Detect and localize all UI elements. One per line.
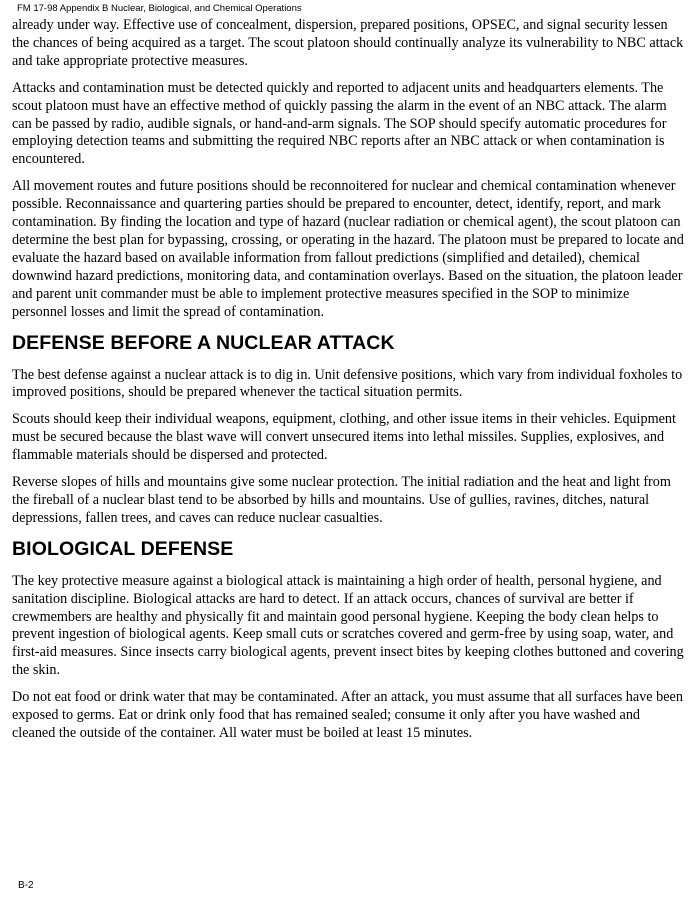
nuclear-defense-heading: DEFENSE BEFORE A NUCLEAR ATTACK bbox=[12, 331, 395, 354]
nuclear-paragraph-3: Reverse slopes of hills and mountains give some nuclear protection. The initial radiation and the heat and light from the fireball of a nuclear blast tend to be absorbed by hills and mountains. Use of gullies, ravines, ditches, natural depressions, fallen trees, and caves can reduce nuclear casualties. bbox=[12, 474, 671, 526]
nuclear-paragraph-1: The best defense against a nuclear attack is to dig in. Unit defensive positions, which vary from individual foxholes to improved positions, should be prepared whenever the tactical situation permits. bbox=[12, 366, 683, 401]
intro-paragraph-1: already under way. Effective use of concealment, dispersion, prepared positions, OPSEC, and signal security lessen the chances of being acquired as a target. The scout platoon should continually analyze its vulnerability to NBC attack and take appropriate protective measures. bbox=[12, 17, 684, 69]
page-number: B-2 bbox=[18, 880, 34, 891]
intro-paragraph-2: Attacks and contamination must be detected quickly and reported to adjacent units and headquarters elements. The scout platoon must have an effective method of quickly passing the alarm in the event of an NBC attack. The alarm can be passed by radio, audible signals, or hand-and-arm signals. The SOP should specify automatic procedures for employing detection teams and submitting the required NBC reports after an NBC attack or when contamination is encountered. bbox=[12, 79, 667, 168]
running-header: FM 17-98 Appendix B Nuclear, Biological, and Chemical Operations bbox=[17, 3, 302, 14]
biological-defense-heading: BIOLOGICAL DEFENSE bbox=[12, 537, 234, 560]
intro-paragraph-3: All movement routes and future positions should be reconnoitered for nuclear and chemical contamination whenever possible. Reconnaissance and quartering parties should be prepared to encounter, detect, identify, report, and mark contamination. By finding the location and type of hazard (nuclear radiation or chemical agent), the scout platoon can determine the best plan for bypassing, crossing, or operating in the hazard. The platoon must be prepared to locate and evaluate the hazard based on available information from fallout predictions (simplified and detailed), chemical downwind hazard predictions, monitoring data, and contamination overlays. Based on the situation, the platoon leader and parent unit commander must be able to implement protective measures specified in the SOP to minimize personnel losses and limit the spread of contamination. bbox=[12, 178, 684, 320]
page-content bbox=[12, 17, 686, 752]
biological-paragraph-2: Do not eat food or drink water that may be contaminated. After an attack, you must assume that all surfaces have been exposed to germs. Eat or drink only food that has remained sealed; consume it only after you have washed and cleaned the outside of the container. All water must be boiled at least 15 minutes. bbox=[12, 689, 683, 741]
biological-paragraph-1: The key protective measure against a biological attack is maintaining a high order of health, personal hygiene, and sanitation discipline. Biological attacks are hard to detect. If an attack occurs, chances of survival are better if crewmembers are healthy and physically fit and maintain good personal hygiene. Keeping the body clean helps to prevent ingestion of biological agents. Keep small cuts or scratches covered and germ-free by using soap, water, and first-aid measures. Since insects carry biological agents, prevent insect bites by keeping clothes buttoned and covering the skin. bbox=[12, 572, 684, 679]
nuclear-paragraph-2: Scouts should keep their individual weapons, equipment, clothing, and other issue items in their vehicles. Equipment must be secured because the blast wave will convert unsecured items into lethal missiles. Supplies, explosives, and flammable materials should be dispersed and protected. bbox=[12, 411, 676, 464]
